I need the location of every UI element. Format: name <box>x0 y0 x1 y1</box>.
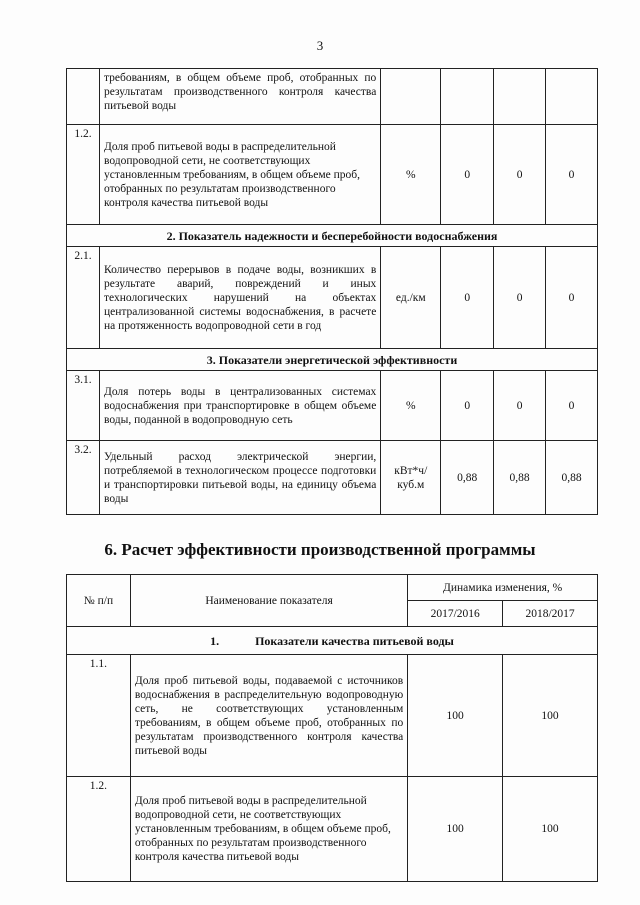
table-row <box>67 125 598 225</box>
row-value: 0 <box>494 247 546 349</box>
row-value: 0 <box>546 125 598 225</box>
section-row <box>67 627 598 655</box>
row-number: 3.1. <box>67 371 100 441</box>
row-value: 0 <box>441 125 494 225</box>
row-unit: ед./км <box>381 247 441 349</box>
section-title <box>67 627 598 655</box>
section-heading: 6. Расчет эффективности производственной программы <box>104 540 536 559</box>
table-row <box>67 655 598 777</box>
row-description: Доля потерь воды в централизованных системах водоснабжения при транспортировке в общем объеме воды, поданной в водопроводную сеть <box>99 371 380 441</box>
row-value <box>494 69 546 125</box>
column-header-year: 2018/2017 <box>503 601 598 627</box>
row-description: требованиям, в общем объеме проб, отобранных по результатам производственного контроля качества питьевой воды <box>99 69 380 125</box>
section-label: Показатели качества питьевой воды <box>255 633 454 648</box>
row-value: 0,88 <box>494 441 546 515</box>
row-number: 1.1. <box>67 655 131 777</box>
row-description: Удельный расход электрической энергии, потребляемой в технологическом процессе подготовки и транспортировки питьевой воды, на единицу объема воды <box>99 441 380 515</box>
column-header-number: № п/п <box>67 575 131 627</box>
row-value: 0 <box>494 125 546 225</box>
section-title: 3. Показатели энергетической эффективности <box>67 349 598 371</box>
section-title: 2. Показатель надежности и бесперебойности водоснабжения <box>67 225 598 247</box>
efficiency-table <box>66 574 598 882</box>
row-value: 0,88 <box>441 441 494 515</box>
table-row <box>67 441 598 515</box>
header-row <box>67 575 598 601</box>
row-unit: кВт*ч/ куб.м <box>381 441 441 515</box>
row-number: 3.2. <box>67 441 100 515</box>
row-value: 100 <box>408 777 503 882</box>
indicators-table <box>66 68 598 515</box>
row-unit <box>381 69 441 125</box>
row-value: 0 <box>546 371 598 441</box>
row-value: 0 <box>546 247 598 349</box>
column-header-year: 2017/2016 <box>408 601 503 627</box>
row-value <box>546 69 598 125</box>
table-row <box>67 371 598 441</box>
row-number: 1.2. <box>67 125 100 225</box>
row-description: Доля проб питьевой воды, подаваемой с источников водоснабжения в распределительную водопроводную сеть, не соответствующих установленным требованиям, в общем объеме проб, отобранных по результатам производственного контроля качества питьевой воды <box>130 655 407 777</box>
row-unit: % <box>381 125 441 225</box>
row-number: 1.2. <box>67 777 131 882</box>
table-row <box>67 69 598 125</box>
row-unit: % <box>381 371 441 441</box>
row-value: 0 <box>441 371 494 441</box>
row-number <box>67 69 100 125</box>
row-description: Количество перерывов в подаче воды, возникших в результате аварий, повреждений и иных технологических нарушений на объектах централизованной системы водоснабжения, в расчете на протяженность водопроводной сети в год <box>99 247 380 349</box>
table-row <box>67 247 598 349</box>
page-number: 3 <box>316 38 324 53</box>
row-value: 100 <box>408 655 503 777</box>
section-row <box>67 225 598 247</box>
section-number: 1. <box>210 633 220 648</box>
row-value: 100 <box>503 777 598 882</box>
row-value: 0 <box>494 371 546 441</box>
row-value <box>441 69 494 125</box>
table-row <box>67 777 598 882</box>
row-value: 0,88 <box>546 441 598 515</box>
row-description: Доля проб питьевой воды в распределительной водопроводной сети, не соответствующих установленным требованиям, в общем объеме проб, отобранных по результатам производственного контроля качества питьевой воды <box>130 777 407 882</box>
row-value: 0 <box>441 247 494 349</box>
section-row <box>67 349 598 371</box>
row-description: Доля проб питьевой воды в распределительной водопроводной сети, не соответствующих установленным требованиям, в общем объеме проб, отобранных по результатам производственного контроля качества питьевой воды <box>99 125 380 225</box>
column-header-name: Наименование показателя <box>130 575 407 627</box>
column-header-dynamics: Динамика изменения, % <box>408 575 598 601</box>
row-value: 100 <box>503 655 598 777</box>
row-number: 2.1. <box>67 247 100 349</box>
